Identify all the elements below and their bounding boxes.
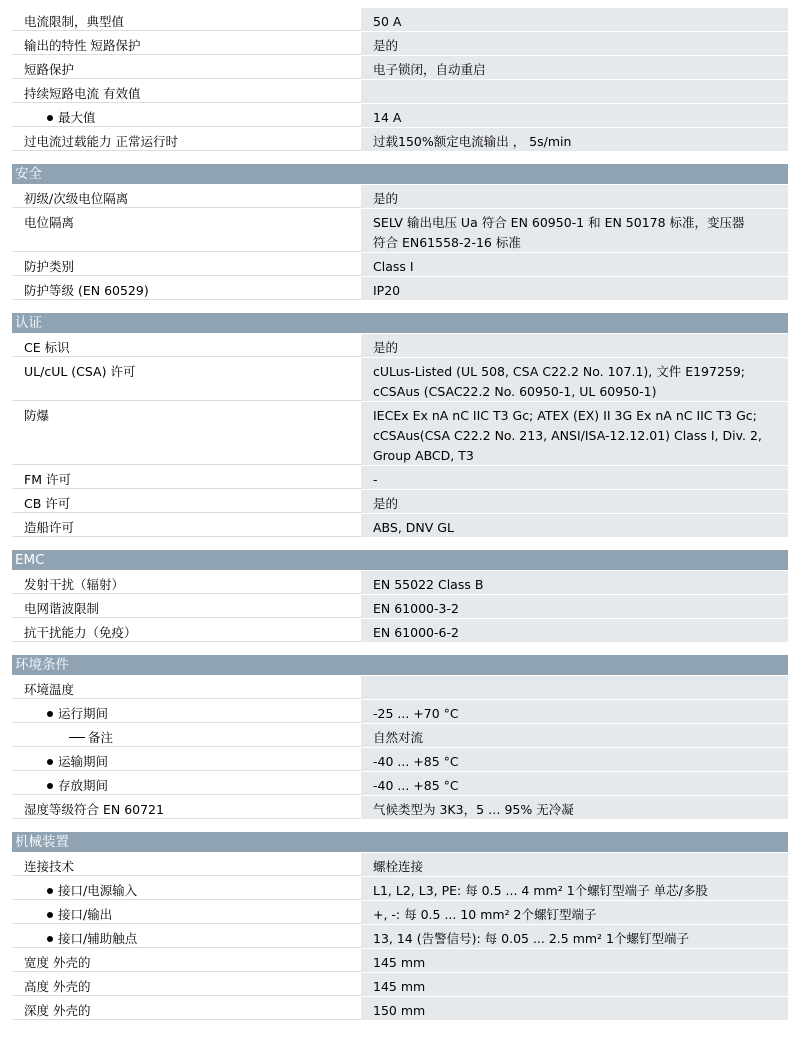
spec-value: Class I: [373, 259, 414, 274]
spec-row: [12, 748, 788, 772]
spec-row: [12, 949, 788, 973]
spec-value: 自然对流: [373, 730, 424, 745]
spec-row: [12, 56, 788, 80]
spec-label: 防护类别: [24, 259, 75, 274]
spec-value-cell: [361, 877, 788, 900]
spec-label: 电网谐波限制: [24, 601, 100, 616]
spec-label: 持续短路电流 有效值: [24, 86, 141, 101]
spec-label: 连接技术: [24, 859, 75, 874]
spec-label-cell: [12, 925, 361, 948]
spec-label: 接口/输出: [58, 907, 113, 922]
spec-label-cell: [12, 128, 361, 151]
bullet-icon: [47, 711, 53, 717]
section-header: 机械装置: [12, 832, 788, 852]
spec-value-cell: [361, 724, 788, 747]
spec-value: -25 ... +70 °C: [373, 706, 459, 721]
spec-label: 初级/次级电位隔离: [24, 191, 129, 206]
section-header: 环境条件: [12, 655, 788, 675]
spec-label-cell: [12, 32, 361, 55]
spec-value: 145 mm: [373, 955, 426, 970]
spec-row: [12, 676, 788, 700]
spec-label: 运行期间: [58, 706, 109, 721]
spec-value-cell: [361, 796, 788, 819]
spec-value: 是的: [373, 191, 399, 206]
spec-value: 电子锁闭，自动重启: [373, 62, 486, 77]
spec-row: [12, 853, 788, 877]
spec-label-cell: [12, 277, 361, 300]
spec-value-cell: [361, 619, 788, 642]
spec-row: [12, 772, 788, 796]
spec-row: [12, 571, 788, 595]
spec-value: 13, 14 (告警信号): 每 0.05 ... 2.5 mm² 1个螺钉型端子: [373, 931, 689, 946]
spec-value: 过载150%额定电流输出 ， 5s/min: [373, 134, 572, 149]
spec-value-cell: [361, 277, 788, 300]
spec-value-cell: [361, 676, 788, 699]
spec-label-cell: [12, 56, 361, 79]
spec-value-cell: [361, 925, 788, 948]
spec-label-cell: [12, 490, 361, 513]
spec-label: 运输期间: [58, 754, 109, 769]
bullet-icon: [47, 783, 53, 789]
spec-value-cell: [361, 466, 788, 489]
spec-value-cell: [361, 949, 788, 972]
spec-value: 是的: [373, 496, 399, 511]
spec-row: [12, 358, 788, 402]
spec-label-cell: [12, 619, 361, 642]
spec-value: 螺栓连接: [373, 859, 424, 874]
spec-value-cell: [361, 185, 788, 208]
spec-row: [12, 619, 788, 643]
spec-value: ABS, DNV GL: [373, 520, 454, 535]
spec-row: [12, 997, 788, 1021]
spec-label-cell: [12, 571, 361, 594]
spec-value-cell: [361, 358, 788, 401]
spec-label: 接口/辅助触点: [58, 931, 138, 946]
spec-value-cell: [361, 490, 788, 513]
spec-label-cell: [12, 595, 361, 618]
spec-label-cell: [12, 466, 361, 489]
spec-label: FM 许可: [24, 472, 71, 487]
spec-value: cCSAus(CSA C22.2 No. 213, ANSI/ISA-12.12.01) Class I, Div. 2,: [373, 428, 762, 443]
spec-value: cCSAus (CSAC22.2 No. 60950-1, UL 60950-1): [373, 384, 657, 399]
spec-row: [12, 334, 788, 358]
spec-label-cell: [12, 8, 361, 31]
spec-label: 接口/电源输入: [58, 883, 138, 898]
spec-value: 是的: [373, 340, 399, 355]
spec-label: 短路保护: [24, 62, 75, 77]
spec-row: [12, 925, 788, 949]
spec-label: CE 标识: [24, 340, 70, 355]
spec-label: 湿度等级符合 EN 60721: [24, 802, 164, 817]
spec-value-cell: [361, 748, 788, 771]
spec-label: 过电流过载能力 正常运行时: [24, 134, 178, 149]
spec-value: EN 55022 Class B: [373, 577, 484, 592]
spec-label-cell: [12, 973, 361, 996]
spec-label: 防爆: [24, 408, 50, 423]
spec-row: [12, 514, 788, 538]
spec-value: 14 A: [373, 110, 402, 125]
spec-value-cell: [361, 997, 788, 1020]
spec-value-cell: [361, 104, 788, 127]
spec-row: [12, 796, 788, 820]
spec-row: [12, 700, 788, 724]
spec-value: -: [373, 472, 378, 487]
dash-icon: [69, 737, 85, 738]
section-header: EMC: [12, 550, 788, 570]
spec-label: 防护等级 (EN 60529): [24, 283, 149, 298]
spec-value: -40 ... +85 °C: [373, 754, 459, 769]
spec-label-cell: [12, 772, 361, 795]
spec-label: UL/cUL (CSA) 许可: [24, 364, 136, 379]
spec-label-cell: [12, 253, 361, 276]
spec-value-cell: [361, 901, 788, 924]
spec-value: L1, L2, L3, PE: 每 0.5 ... 4 mm² 1个螺钉型端子 单芯/多股: [373, 883, 708, 898]
spec-value: 50 A: [373, 14, 402, 29]
spec-label-cell: [12, 334, 361, 357]
spec-row: [12, 901, 788, 925]
spec-label-cell: [12, 901, 361, 924]
spec-row: [12, 253, 788, 277]
spec-value-cell: [361, 128, 788, 151]
spec-value-cell: [361, 80, 788, 103]
spec-label-cell: [12, 853, 361, 876]
spec-label-cell: [12, 949, 361, 972]
spec-value: 145 mm: [373, 979, 426, 994]
spec-label-cell: [12, 877, 361, 900]
spec-label: 深度 外壳的: [24, 1003, 91, 1018]
spec-value-cell: [361, 32, 788, 55]
spec-value: -40 ... +85 °C: [373, 778, 459, 793]
spec-label: 存放期间: [58, 778, 109, 793]
spec-label: CB 许可: [24, 496, 71, 511]
spec-value-cell: [361, 253, 788, 276]
spec-value-cell: [361, 334, 788, 357]
spec-value-cell: [361, 571, 788, 594]
spec-row: [12, 8, 788, 32]
spec-value: 150 mm: [373, 1003, 426, 1018]
spec-label: 宽度 外壳的: [24, 955, 91, 970]
spec-value: +, -: 每 0.5 ... 10 mm² 2个螺钉型端子: [373, 907, 597, 922]
spec-label-cell: [12, 402, 361, 465]
spec-row: [12, 490, 788, 514]
spec-value: EN 61000-3-2: [373, 601, 459, 616]
spec-label: 备注: [88, 730, 114, 745]
section-header: 认证: [12, 313, 788, 333]
spec-label: 造船许可: [24, 520, 75, 535]
bullet-icon: [47, 115, 53, 121]
spec-label-cell: [12, 700, 361, 723]
spec-row: [12, 277, 788, 301]
bullet-icon: [47, 888, 53, 894]
spec-row: [12, 209, 788, 253]
spec-value: 是的: [373, 38, 399, 53]
spec-row: [12, 128, 788, 152]
spec-value: IP20: [373, 283, 401, 298]
spec-row: [12, 595, 788, 619]
spec-value-cell: [361, 8, 788, 31]
spec-label: 发射干扰（辐射）: [24, 577, 125, 592]
spec-value: Group ABCD, T3: [373, 448, 474, 463]
spec-label: 输出的特性 短路保护: [24, 38, 141, 53]
spec-value-cell: [361, 700, 788, 723]
spec-value-cell: [361, 209, 788, 252]
spec-value: SELV 输出电压 Ua 符合 EN 60950-1 和 EN 50178 标准，变压器: [373, 215, 745, 230]
spec-row: [12, 973, 788, 997]
spec-label-cell: [12, 80, 361, 103]
spec-row: [12, 104, 788, 128]
spec-row: [12, 80, 788, 104]
bullet-icon: [47, 936, 53, 942]
spec-label-cell: [12, 104, 361, 127]
spec-label-cell: [12, 676, 361, 699]
spec-label-cell: [12, 514, 361, 537]
spec-row: [12, 402, 788, 466]
bullet-icon: [47, 759, 53, 765]
spec-label-cell: [12, 997, 361, 1020]
spec-label-cell: [12, 724, 361, 747]
spec-row: [12, 724, 788, 748]
spec-label-cell: [12, 185, 361, 208]
spec-label-cell: [12, 796, 361, 819]
spec-row: [12, 185, 788, 209]
spec-row: [12, 877, 788, 901]
spec-value: 符合 EN61558-2-16 标准: [373, 235, 521, 250]
spec-row: [12, 32, 788, 56]
spec-label-cell: [12, 358, 361, 401]
spec-value: IECEx Ex nA nC IIC T3 Gc; ATEX (EX) II 3G Ex nA nC IIC T3 Gc;: [373, 408, 757, 423]
spec-label: 抗干扰能力（免疫）: [24, 625, 137, 640]
spec-value-cell: [361, 56, 788, 79]
spec-label-cell: [12, 209, 361, 252]
spec-value-cell: [361, 595, 788, 618]
spec-label-cell: [12, 748, 361, 771]
spec-row: [12, 466, 788, 490]
spec-value-cell: [361, 853, 788, 876]
spec-value: EN 61000-6-2: [373, 625, 459, 640]
spec-label: 电流限制，典型值: [24, 14, 125, 29]
spec-value-cell: [361, 514, 788, 537]
spec-value-cell: [361, 772, 788, 795]
spec-value: 气候类型为 3K3，5 … 95% 无冷凝: [373, 802, 574, 817]
section-header: 安全: [12, 164, 788, 184]
spec-value-cell: [361, 973, 788, 996]
spec-label: 环境温度: [24, 682, 75, 697]
spec-value: cULus-Listed (UL 508, CSA C22.2 No. 107.1), 文件 E197259;: [373, 364, 746, 379]
spec-label: 电位隔离: [24, 215, 75, 230]
spec-value-cell: [361, 402, 788, 465]
spec-label: 高度 外壳的: [24, 979, 91, 994]
bullet-icon: [47, 912, 53, 918]
spec-label: 最大值: [58, 110, 96, 125]
